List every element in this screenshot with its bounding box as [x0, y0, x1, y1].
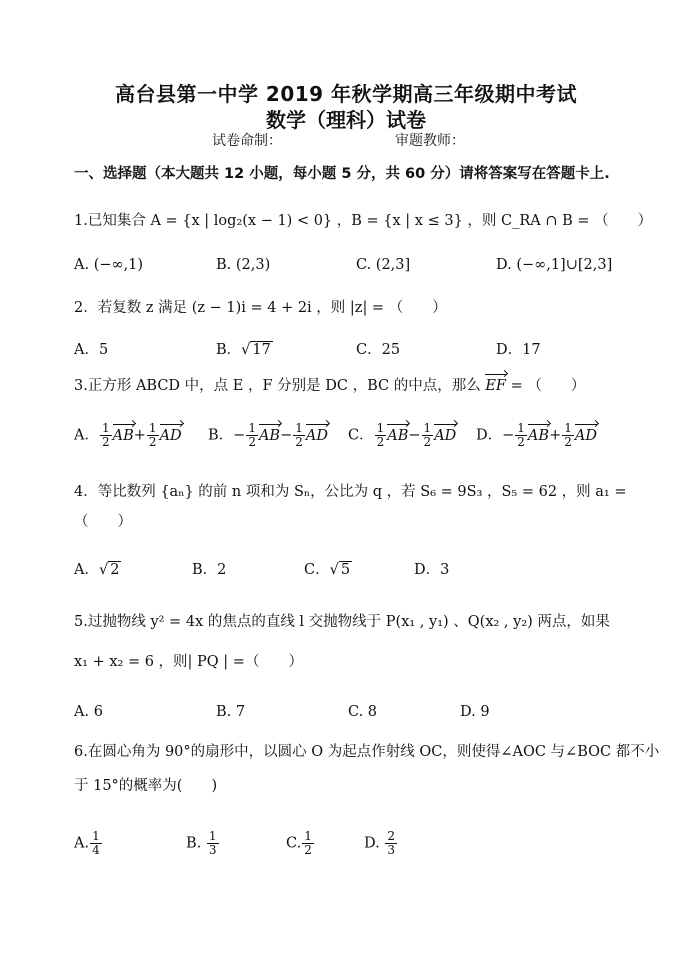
q3-d-frac1-den: 2 — [517, 435, 525, 449]
q3-b-vec-ab: AB — [258, 427, 281, 444]
q4-c-sqrt: √ 5 — [329, 562, 351, 578]
q2-option-b-label: B． — [216, 342, 242, 358]
q6-c-num: 1 — [304, 829, 312, 843]
q6-b-label: B. — [186, 835, 202, 852]
q3-a-frac1-den: 2 — [101, 435, 110, 449]
q2-option-c: C．25 — [356, 342, 401, 358]
q3-stem-pre: 3.正方形 ABCD 中，点 E ，F 分别是 DC ，BC 的中点，那么 — [74, 378, 486, 394]
q4-option-b: B．2 — [192, 562, 227, 578]
q3-stem — [74, 376, 585, 396]
q6-option-c — [286, 830, 315, 857]
q4-option-c — [304, 560, 352, 580]
q4-a-radicand: 2 — [110, 562, 120, 578]
q6-stem-cont: 于 15°的概率为( ) — [74, 778, 218, 794]
q3-c-vec-ab: AB — [387, 427, 409, 444]
q6-d-num: 2 — [387, 829, 395, 843]
q3-a-vec-ad: AD — [159, 427, 182, 444]
q6-option-d — [364, 830, 398, 857]
q3-c-frac2-num: 1 — [423, 421, 432, 435]
q6-a-num: 1 — [92, 829, 100, 843]
q6-b-den: 3 — [208, 843, 217, 857]
q6-d-frac — [385, 830, 397, 857]
q3-b-frac1-den: 2 — [248, 435, 256, 449]
q4-paren: （ ） — [74, 514, 132, 530]
q3-d-vec-ad: AD — [574, 427, 597, 444]
q2-option-d: D．17 — [496, 342, 541, 358]
q4-a-label: A． — [74, 562, 99, 578]
q6-d-label: D. — [364, 835, 380, 852]
q3-option-b — [208, 422, 328, 449]
q2-option-b-sqrt: √ 17 — [241, 342, 271, 358]
q1-option-d: D. (−∞,1]∪[2,3] — [496, 257, 613, 273]
q3-option-a — [74, 422, 182, 449]
q3-d-vec-ab: AB — [527, 427, 550, 444]
q3-d-label: D．− — [476, 427, 515, 444]
q4-a-sqrt: √ 2 — [98, 562, 120, 578]
reviewer-label: 审题教师： — [395, 133, 465, 149]
q6-a-den: 4 — [92, 843, 100, 857]
q3-b-frac2-den: 2 — [295, 435, 303, 449]
q1-option-c: C. (2,3] — [356, 257, 411, 273]
q1-option-b: B. (2,3) — [216, 257, 271, 273]
q3-b-frac1-num: 1 — [248, 421, 256, 435]
q4-c-label: C． — [304, 562, 330, 578]
q2-stem: 2．若复数 z 满足 (z − 1)i = 4 + 2i ，则 |z| = （ ） — [74, 300, 447, 316]
q6-c-den: 2 — [304, 843, 312, 857]
q6-a-frac — [90, 830, 102, 857]
q5-option-d: D. 9 — [460, 704, 490, 720]
q3-a-frac2-num: 1 — [148, 421, 157, 435]
q4-option-d: D．3 — [414, 562, 450, 578]
q3-b-label: B．− — [208, 427, 246, 444]
q4-c-radicand: 5 — [340, 562, 351, 578]
q2-option-b-radicand: 17 — [252, 342, 271, 358]
q4-stem: 4．等比数列 {aₙ} 的前 n 项和为 Sₙ，公比为 q ，若 S₆ = 9S₃ ，S₅ = 62 ，则 a₁ = — [74, 484, 627, 500]
q2-option-b — [216, 340, 273, 360]
q3-a-vec-ab: AB — [112, 427, 134, 444]
q3-a-frac1 — [100, 422, 112, 449]
q3-b-frac1 — [246, 422, 258, 449]
q1-option-a: A. (−∞,1) — [74, 257, 144, 273]
q3-b-frac2-num: 1 — [295, 421, 303, 435]
q3-a-frac2-den: 2 — [148, 435, 157, 449]
q3-b-frac2 — [293, 422, 305, 449]
q2-option-a: A．5 — [74, 342, 109, 358]
q6-c-frac — [302, 830, 314, 857]
q3-c-frac2-den: 2 — [423, 435, 432, 449]
q6-a-label: A. — [74, 835, 90, 852]
q6-stem: 6.在圆心角为 90°的扇形中，以圆心 O 为起点作射线 OC，则使得∠AOC 与∠BOC 都不小 — [74, 744, 660, 760]
q3-stem-post: = （ ） — [505, 378, 586, 394]
q3-option-d — [476, 422, 597, 449]
q3-a-frac2 — [147, 422, 159, 449]
q3-option-c — [348, 422, 456, 449]
q3-d-frac1-num: 1 — [517, 421, 525, 435]
q3-b-vec-ad: AD — [305, 427, 328, 444]
q3-d-frac2-num: 1 — [564, 421, 572, 435]
q5-option-a: A. 6 — [74, 704, 103, 720]
q3-c-frac1 — [375, 422, 387, 449]
q3-stem-vector-ef: EF — [485, 378, 506, 394]
q6-b-num: 1 — [208, 829, 217, 843]
q3-c-label: C． — [348, 427, 374, 444]
q5-stem: 5.过抛物线 y² = 4x 的焦点的直线 l 交抛物线于 P(x₁ , y₁) 、Q(x₂ , y₂) 两点，如果 — [74, 614, 610, 630]
q6-c-label: C. — [286, 835, 302, 852]
section-heading: 一、选择题（本大题共 12 小题，每小题 5 分，共 60 分）请将答案写在答题卡上. — [74, 166, 610, 182]
q3-b-op: − — [280, 427, 293, 444]
q3-c-frac2 — [422, 422, 434, 449]
q1-stem: 1.已知集合 A = {x | log₂(x − 1) < 0} ，B = {x | x ≤ 3} ，则 C_RA ∩ B = （ ） — [74, 213, 653, 229]
q3-a-label: A． — [74, 427, 99, 444]
exam-title: 高台县第一中学 2019 年秋学期高三年级期中考试 — [114, 82, 578, 106]
q5-option-b: B. 7 — [216, 704, 246, 720]
q6-option-b — [186, 830, 220, 857]
q3-c-vec-ad: AD — [434, 427, 457, 444]
q6-option-a — [74, 830, 103, 857]
q3-c-op: − — [408, 427, 421, 444]
q3-d-frac2 — [562, 422, 574, 449]
q5-option-c: C. 8 — [348, 704, 378, 720]
q6-b-frac — [207, 830, 219, 857]
q3-c-frac1-num: 1 — [376, 421, 385, 435]
exam-subtitle: 数学（理科）试卷 — [266, 108, 426, 132]
author-label: 试卷命制： — [212, 133, 282, 149]
q3-a-op: + — [133, 427, 146, 444]
q6-d-den: 3 — [387, 843, 395, 857]
q5-stem-cont: x₁ + x₂ = 6 ，则| PQ | =（ ） — [74, 654, 303, 670]
q3-d-frac2-den: 2 — [564, 435, 572, 449]
q3-d-op: + — [549, 427, 562, 444]
q3-d-frac1 — [515, 422, 527, 449]
q3-a-frac1-num: 1 — [101, 421, 110, 435]
q3-c-frac1-den: 2 — [376, 435, 385, 449]
q4-option-a — [74, 560, 121, 580]
